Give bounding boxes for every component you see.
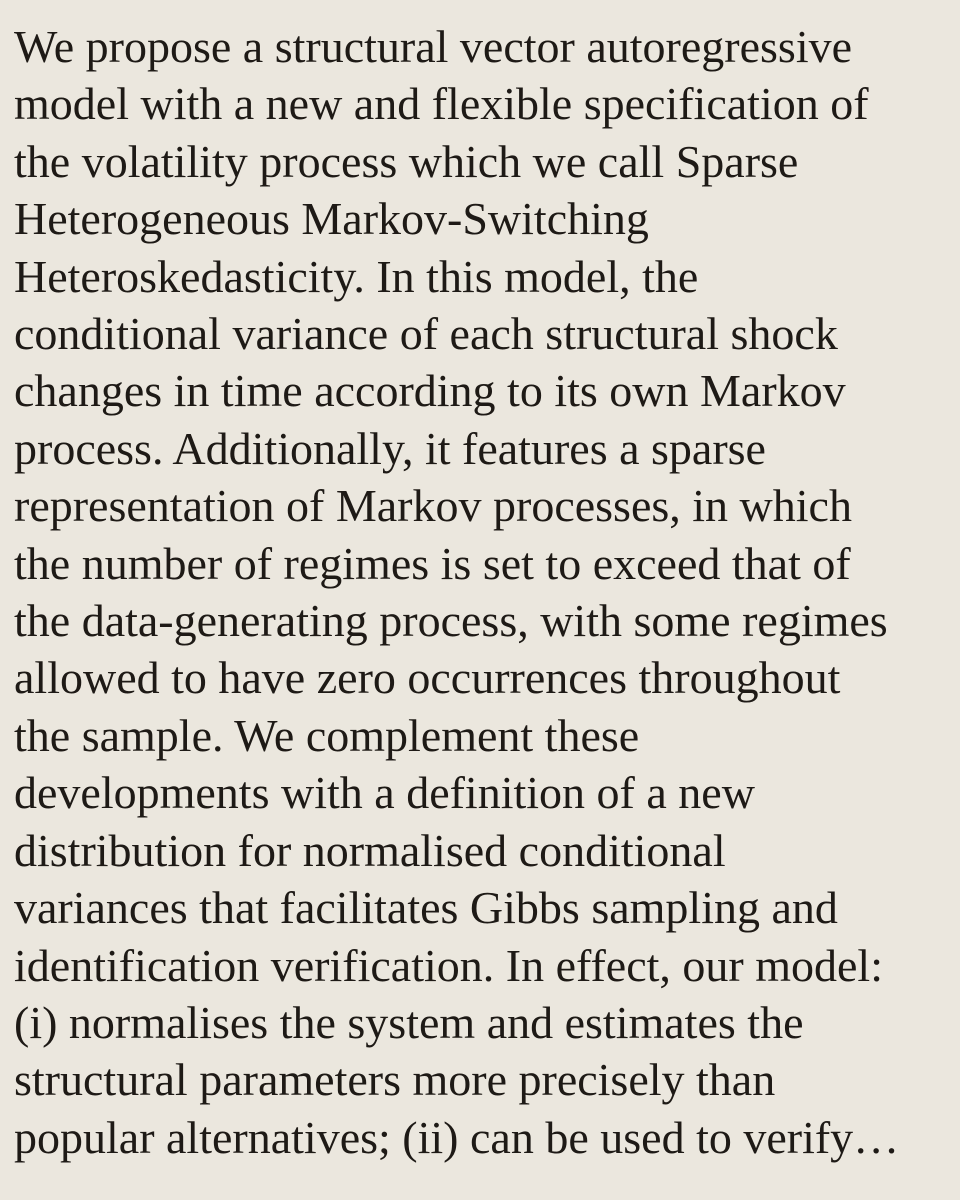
abstract-line-4: Heterogeneous Markov-Switching <box>14 193 649 245</box>
abstract-line-5: Heteroskedasticity. In this model, the <box>14 250 699 302</box>
abstract-line-2: model with a new and flexible specification of <box>14 78 869 130</box>
abstract-line-15: distribution for normalised conditional <box>14 824 726 876</box>
abstract-line-1: We propose a structural vector autoregressive <box>14 21 853 72</box>
abstract-line-16: variances that facilitates Gibbs sampling and <box>14 882 838 934</box>
abstract-line-9: representation of Markov processes, in which <box>14 480 852 532</box>
abstract-line-12: allowed to have zero occurrences throughout <box>14 652 841 704</box>
abstract-line-13: the sample. We complement these <box>14 709 640 761</box>
abstract-text <box>14 18 950 1166</box>
abstract-line-20: popular alternatives; (ii) can be used to verify… <box>14 1111 900 1163</box>
abstract-line-10: the number of regimes is set to exceed that of <box>14 537 851 589</box>
abstract-line-17: identification verification. In effect, our model: <box>14 939 883 991</box>
abstract-line-19: structural parameters more precisely than <box>14 1054 776 1106</box>
abstract-line-7: changes in time according to its own Markov <box>14 365 846 417</box>
abstract-line-6: conditional variance of each structural shock <box>14 308 838 360</box>
abstract-line-8: process. Additionally, it features a sparse <box>14 422 766 474</box>
abstract-line-18: (i) normalises the system and estimates the <box>14 996 804 1048</box>
abstract-line-14: developments with a definition of a new <box>14 767 755 819</box>
abstract-line-11: the data-generating process, with some regimes <box>14 595 888 647</box>
abstract-line-3: the volatility process which we call Sparse <box>14 135 799 187</box>
